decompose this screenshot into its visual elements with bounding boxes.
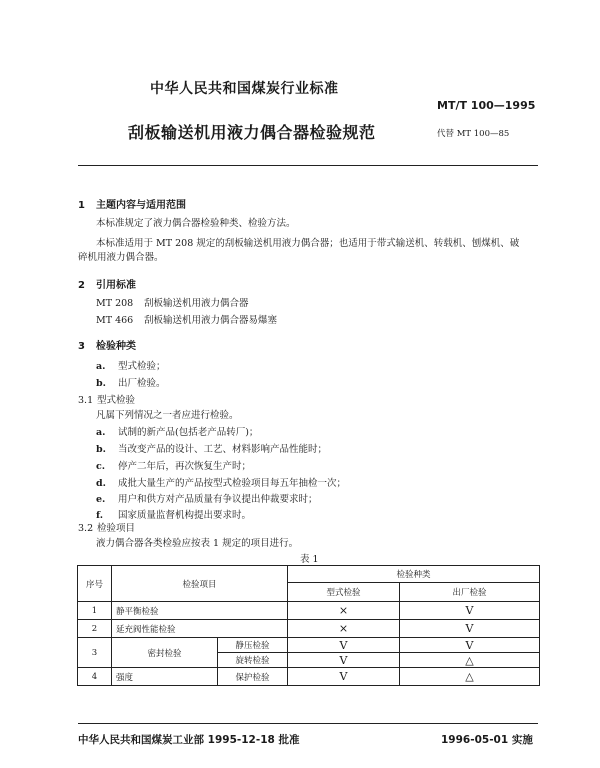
header-factory-test: 出厂检验 xyxy=(400,583,540,602)
row-item: 强度 xyxy=(112,668,218,686)
list-label: b. xyxy=(96,444,106,455)
list-label: a. xyxy=(96,361,106,372)
section-3-heading xyxy=(78,337,136,352)
list-item xyxy=(96,475,346,489)
list-label: e. xyxy=(96,494,106,505)
list-text: 试制的新产品(包括老产品转厂)； xyxy=(118,427,259,438)
table-caption: 表 1 xyxy=(300,554,319,565)
row-item: 延充阀性能检验 xyxy=(112,620,288,638)
subsection-3-2-heading xyxy=(78,520,135,534)
reference-item xyxy=(96,312,277,326)
header-divider xyxy=(78,165,538,166)
list-item xyxy=(96,458,251,472)
header-seq: 序号 xyxy=(78,566,112,602)
replaces-note: 代替 MT 100—85 xyxy=(437,129,510,139)
row-subitem: 静压检验 xyxy=(218,638,288,653)
section-title: 主题内容与适用范围 xyxy=(96,200,186,211)
reference-item xyxy=(96,295,249,309)
list-item xyxy=(96,491,318,505)
reference-code: MT 208 xyxy=(96,298,134,309)
subsection-title: 型式检验 xyxy=(97,395,136,406)
subsection-number: 3.2 xyxy=(78,523,94,534)
list-text: 停产二年后，再次恢复生产时； xyxy=(118,461,252,472)
subsection-3-1-heading xyxy=(78,392,135,406)
reference-title: 刮板输送机用液力偶合器易爆塞 xyxy=(144,315,278,326)
row-type-mark: V xyxy=(288,638,400,653)
row-type-mark: V xyxy=(288,668,400,686)
list-text: 型式检验； xyxy=(118,361,166,372)
paragraph-continued: 碎机用液力偶合器。 xyxy=(78,252,164,263)
header-item: 检验项目 xyxy=(112,566,288,602)
row-subitem: 旋转检验 xyxy=(218,653,288,668)
list-label: d. xyxy=(96,478,106,489)
list-item xyxy=(96,441,327,455)
footer-divider xyxy=(78,723,538,724)
list-text: 当改变产品的设计、工艺、材料影响产品性能时； xyxy=(118,444,328,455)
row-seq: 3 xyxy=(78,638,112,668)
header-category: 检验种类 xyxy=(288,566,540,583)
list-label: a. xyxy=(96,427,106,438)
list-item xyxy=(96,507,251,521)
list-item xyxy=(96,358,166,372)
row-factory-mark: V xyxy=(400,620,540,638)
row-subitem: 保护检验 xyxy=(218,668,288,686)
approval-line: 中华人民共和国煤炭工业部 1995-12-18 批准 xyxy=(78,734,300,746)
row-type-mark: V xyxy=(288,653,400,668)
list-item xyxy=(96,375,166,389)
document-title: 刮板输送机用液力偶合器检验规范 xyxy=(128,123,376,142)
section-number: 1 xyxy=(78,200,85,211)
section-title: 检验种类 xyxy=(96,341,136,352)
section-number: 2 xyxy=(78,280,85,291)
list-text: 国家质量监督机构提出要求时。 xyxy=(118,510,252,521)
section-1-heading xyxy=(78,196,186,211)
effective-date: 1996-05-01 实施 xyxy=(441,734,533,746)
table-row xyxy=(78,602,540,620)
row-item: 密封检验 xyxy=(112,638,218,668)
list-text: 出厂检验。 xyxy=(118,378,166,389)
header-type-test: 型式检验 xyxy=(288,583,400,602)
table-row xyxy=(78,620,540,638)
row-type-mark: × xyxy=(288,602,400,620)
subsection-title: 检验项目 xyxy=(97,523,136,534)
section-number: 3 xyxy=(78,341,85,352)
row-seq: 2 xyxy=(78,620,112,638)
paragraph: 液力偶合器各类检验应按表 1 规定的项目进行。 xyxy=(96,538,299,549)
paragraph: 本标准规定了液力偶合器检验种类、检验方法。 xyxy=(96,218,296,229)
industry-standard-title: 中华人民共和国煤炭行业标准 xyxy=(150,81,339,97)
table-row xyxy=(78,668,540,686)
paragraph: 本标准适用于 MT 208 规定的刮板输送机用液力偶合器；也适用于带式输送机、转载机、刨煤机、破 xyxy=(96,238,520,249)
row-seq: 4 xyxy=(78,668,112,686)
row-factory-mark: V xyxy=(400,602,540,620)
table-header-row xyxy=(78,566,540,583)
row-factory-mark: △ xyxy=(400,668,540,686)
section-title: 引用标准 xyxy=(96,280,136,291)
standard-code: MT/T 100—1995 xyxy=(437,99,536,112)
row-factory-mark: △ xyxy=(400,653,540,668)
list-item xyxy=(96,424,258,438)
list-text: 用户和供方对产品质量有争议提出仲裁要求时； xyxy=(118,494,318,505)
paragraph: 凡属下列情况之一者应进行检验。 xyxy=(96,410,239,421)
subsection-number: 3.1 xyxy=(78,395,94,406)
list-label: c. xyxy=(96,461,106,472)
list-label: b. xyxy=(96,378,106,389)
section-2-heading xyxy=(78,276,136,291)
table-row xyxy=(78,638,540,653)
row-seq: 1 xyxy=(78,602,112,620)
list-text: 成批大量生产的产品按型式检验项目每五年抽检一次； xyxy=(118,478,347,489)
row-item: 静平衡检验 xyxy=(112,602,288,620)
row-factory-mark: V xyxy=(400,638,540,653)
row-type-mark: × xyxy=(288,620,400,638)
reference-code: MT 466 xyxy=(96,315,134,326)
reference-title: 刮板输送机用液力偶合器 xyxy=(144,298,249,309)
inspection-table xyxy=(77,565,540,686)
list-label: f. xyxy=(96,510,104,521)
